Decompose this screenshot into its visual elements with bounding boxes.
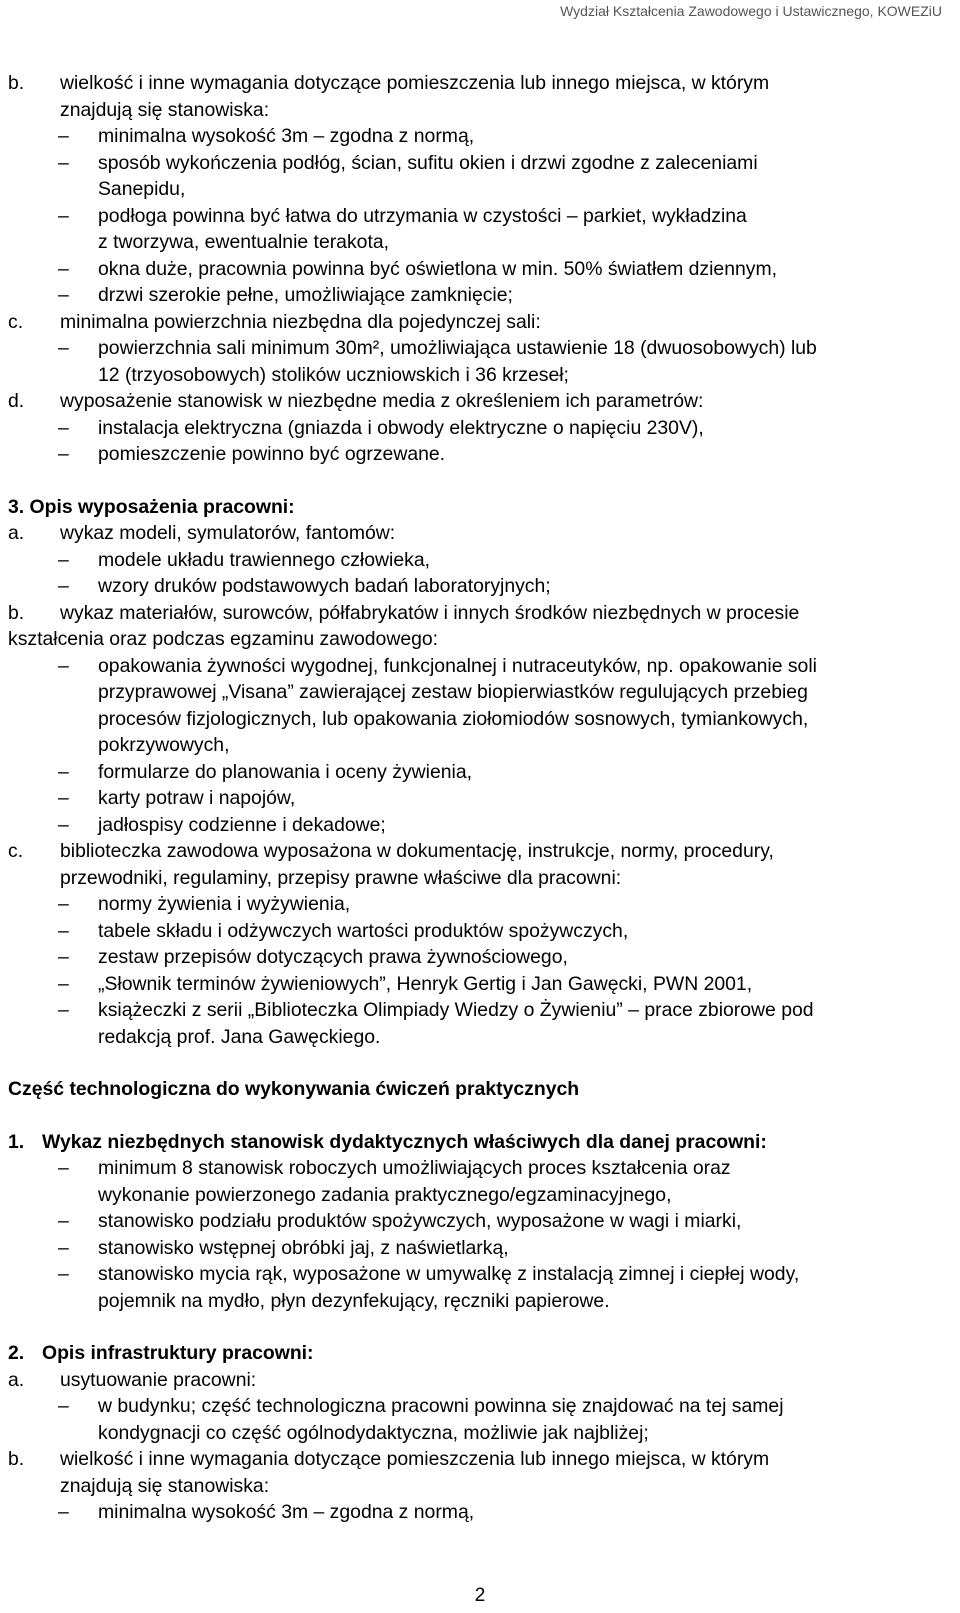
list-marker: c. xyxy=(8,310,24,333)
dash-item: – modele układu trawiennego człowieka, xyxy=(8,547,953,574)
page-header: Wydział Kształcenia Zawodowego i Ustawicznego, KOWEZiU xyxy=(560,3,942,19)
dash-item: – minimalna wysokość 3m – zgodna z normą, xyxy=(8,123,953,150)
dash-marker: – xyxy=(58,946,69,968)
list-marker: a. xyxy=(8,522,25,544)
document-body xyxy=(8,70,953,1526)
dash-marker: – xyxy=(58,548,69,571)
list-item-c: c. minimalna powierzchnia niezbędna dla pojedynczej sali: xyxy=(8,309,953,336)
list-item-c: c. biblioteczka zawodowa wyposażona w dokumentację, instrukcje, normy, procedury, xyxy=(8,838,953,865)
dash-marker: – xyxy=(58,1210,69,1232)
dash-item: – zestaw przepisów dotyczących prawa żywnościowego, xyxy=(8,944,953,971)
list-text-continued: znajdują się stanowiska: xyxy=(60,98,270,121)
list-marker: b. xyxy=(8,1448,25,1470)
list-text: wielkość i inne wymagania dotyczące pomieszczenia lub innego miejsca, w którym xyxy=(60,72,770,94)
list-text-continued: znajdują się stanowiska: xyxy=(60,1474,270,1497)
dash-item: – pomieszczenie powinno być ogrzewane. xyxy=(8,441,953,468)
section-heading: 2. Opis infrastruktury pracowni: xyxy=(8,1340,953,1367)
dash-marker: – xyxy=(58,1263,69,1285)
part-title: Część technologiczna do wykonywania ćwiczeń praktycznych xyxy=(8,1078,580,1100)
dash-marker: – xyxy=(58,575,69,597)
dash-marker: – xyxy=(58,443,69,465)
section-number: 2. xyxy=(8,1342,25,1364)
list-marker: b. xyxy=(8,72,25,94)
list-marker: c. xyxy=(8,840,24,862)
dash-item: – karty potraw i napojów, xyxy=(8,785,953,812)
dash-item: – stanowisko podziału produktów spożywczych, wyposażone w wagi i miarki, xyxy=(8,1208,953,1235)
dash-item-continued: procesów fizjologicznych, lub opakowania ziołomiodów sosnowych, tymiankowych, xyxy=(98,707,809,730)
dash-marker: – xyxy=(58,1157,69,1179)
dash-item: – opakowania żywności wygodnej, funkcjonalnej i nutraceutyków, np. opakowanie soli xyxy=(8,653,953,680)
dash-marker: – xyxy=(58,337,69,359)
dash-marker: – xyxy=(58,284,69,306)
section-heading: 1. Wykaz niezbędnych stanowisk dydaktycznych właściwych dla danej pracowni: xyxy=(8,1129,953,1156)
section-number: 1. xyxy=(8,1130,25,1153)
dash-item: – minimalna wysokość 3m – zgodna z normą, xyxy=(8,1499,953,1526)
dash-marker: – xyxy=(58,813,69,836)
dash-marker: – xyxy=(58,919,69,942)
list-item-b xyxy=(8,70,953,97)
dash-item-continued: Sanepidu, xyxy=(98,178,186,200)
section-heading: 3. Opis wyposażenia pracowni: xyxy=(8,495,295,518)
dash-item: – w budynku; część technologiczna pracowni powinna się znajdować na tej samej xyxy=(8,1393,953,1420)
dash-item-continued: z tworzywa, ewentualnie terakota, xyxy=(98,231,390,253)
dash-item: – jadłospisy codzienne i dekadowe; xyxy=(8,812,953,839)
dash-item-continued: przyprawowej „Visana” zawierającej zestaw biopierwiastków regulujących przebieg xyxy=(98,681,808,703)
dash-marker: – xyxy=(58,760,69,783)
list-marker: a. xyxy=(8,1368,25,1391)
dash-item: – powierzchnia sali minimum 30m², umożliwiająca ustawienie 18 (dwuosobowych) lub xyxy=(8,335,953,362)
list-marker: d. xyxy=(8,390,25,412)
dash-item: – normy żywienia i wyżywienia, xyxy=(8,891,953,918)
dash-item: – stanowisko wstępnej obróbki jaj, z naświetlarką, xyxy=(8,1235,953,1262)
dash-marker: – xyxy=(58,999,69,1021)
dash-item-continued: kondygnacji co część ogólnodydaktyczna, możliwie jak najbliżej; xyxy=(98,1421,649,1444)
dash-item-continued: 12 (trzyosobowych) stolików uczniowskich i 36 krzeseł; xyxy=(98,363,569,386)
page-number: 2 xyxy=(474,1585,486,1606)
dash-item: – książeczki z serii „Biblioteczka Olimpiady Wiedzy o Żywieniu” – prace zbiorowe pod xyxy=(8,997,953,1024)
dash-item: – tabele składu i odżywczych wartości produktów spożywczych, xyxy=(8,918,953,945)
list-item-b: b. wielkość i inne wymagania dotyczące pomieszczenia lub innego miejsca, w którym xyxy=(8,1446,953,1473)
dash-item: – podłoga powinna być łatwa do utrzymania w czystości – parkiet, wykładzina xyxy=(8,203,953,230)
list-item-a: a. wykaz modeli, symulatorów, fantomów: xyxy=(8,520,953,547)
dash-item: – stanowisko mycia rąk, wyposażone w umywalkę z instalacją zimnej i ciepłej wody, xyxy=(8,1261,953,1288)
dash-marker: – xyxy=(58,1501,69,1523)
dash-marker: – xyxy=(58,125,69,147)
dash-marker: – xyxy=(58,1395,69,1417)
dash-item-continued: redakcją prof. Jana Gawęckiego. xyxy=(98,1025,381,1048)
dash-marker: – xyxy=(58,893,69,915)
dash-marker: – xyxy=(58,654,69,677)
dash-item-continued: pokrzywowych, xyxy=(98,734,230,756)
list-item-b: b. wykaz materiałów, surowców, półfabrykatów i innych środków niezbędnych w procesie xyxy=(8,600,953,627)
dash-item: – formularze do planowania i oceny żywienia, xyxy=(8,759,953,786)
list-marker: b. xyxy=(8,601,25,624)
dash-marker: – xyxy=(58,1236,69,1259)
dash-item-continued: wykonanie powierzonego zadania praktycznego/egzaminacyjnego, xyxy=(98,1183,672,1206)
dash-item-continued: pojemnik na mydło, płyn dezynfekujący, ręczniki papierowe. xyxy=(98,1289,610,1312)
dash-item: – „Słownik terminów żywieniowych”, Henryk Gertig i Jan Gawęcki, PWN 2001, xyxy=(8,971,953,998)
list-text-continued: przewodniki, regulaminy, przepisy prawne właściwe dla pracowni: xyxy=(60,866,622,889)
dash-marker: – xyxy=(58,204,69,227)
dash-item: – okna duże, pracownia powinna być oświetlona w min. 50% światłem dziennym, xyxy=(8,256,953,283)
dash-marker: – xyxy=(58,416,69,439)
list-item-d: d. wyposażenie stanowisk w niezbędne media z określeniem ich parametrów: xyxy=(8,388,953,415)
dash-item: – minimum 8 stanowisk roboczych umożliwiających proces kształcenia oraz xyxy=(8,1155,953,1182)
list-item-a: a. usytuowanie pracowni: xyxy=(8,1367,953,1394)
dash-item: – sposób wykończenia podłóg, ścian, sufitu okien i drzwi zgodne z zaleceniami xyxy=(8,150,953,177)
dash-marker: – xyxy=(58,972,69,995)
dash-item: – drzwi szerokie pełne, umożliwiające zamknięcie; xyxy=(8,282,953,309)
dash-marker: – xyxy=(58,151,69,174)
dash-item: – wzory druków podstawowych badań laboratoryjnych; xyxy=(8,573,953,600)
dash-marker: – xyxy=(58,257,69,280)
list-text-continued: kształcenia oraz podczas egzaminu zawodowego: xyxy=(8,628,439,650)
dash-item: – instalacja elektryczna (gniazda i obwody elektryczne o napięciu 230V), xyxy=(8,415,953,442)
dash-marker: – xyxy=(58,787,69,809)
